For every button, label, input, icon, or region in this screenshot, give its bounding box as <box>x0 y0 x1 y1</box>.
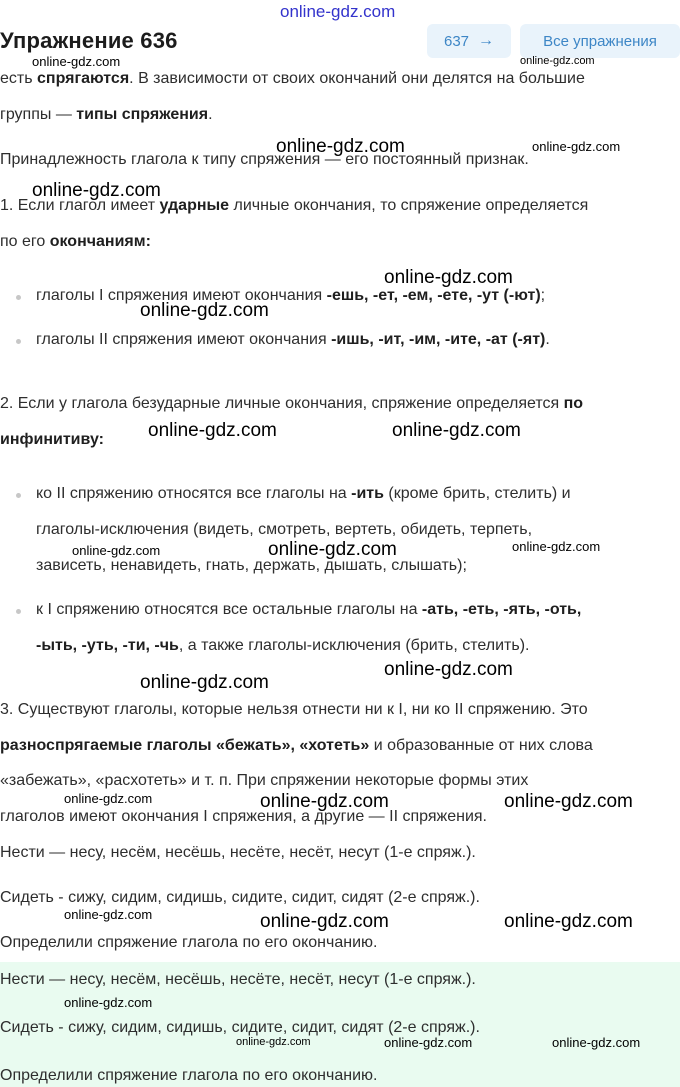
site-watermark: online-gdz.com <box>280 2 396 21</box>
text-line: разноспрягаемые глаголы «бежать», «хотеть» и образованные от них слова <box>0 737 593 754</box>
bullet-marker <box>16 493 21 498</box>
text-line: Определили спряжение глагола по его окончанию. <box>0 934 378 951</box>
site-watermark: online-gdz.com <box>384 659 513 680</box>
site-watermark: online-gdz.com <box>260 911 389 932</box>
list-item: ко II спряжению относятся все глаголы на -ить (кроме брить, стелить) и <box>36 485 571 502</box>
site-watermark: online-gdz.com <box>64 907 153 922</box>
list-item-continuation: -ыть, -уть, -ти, -чь, а также глаголы-исключения (брить, стелить). <box>36 637 530 654</box>
arrow-right-icon: → <box>478 32 495 49</box>
site-watermark: online-gdz.com <box>72 543 161 558</box>
answer-line: Сидеть - сижу, сидим, сидишь, сидите, сидит, сидят (2-е спряж.). <box>0 1019 480 1036</box>
site-watermark: online-gdz.com <box>520 55 595 67</box>
text-line: Сидеть - сижу, сидим, сидишь, сидите, сидит, сидят (2-е спряж.). <box>0 889 480 906</box>
answer-line: Определили спряжение глагола по его окончанию. <box>0 1067 378 1084</box>
site-watermark: online-gdz.com <box>532 139 621 154</box>
site-watermark: online-gdz.com <box>236 1036 311 1048</box>
text-line: «забежать», «расхотеть» и т. п. При спряжении некоторые формы этих <box>0 772 529 789</box>
site-watermark: online-gdz.com <box>384 1035 473 1050</box>
site-watermark: online-gdz.com <box>32 180 161 201</box>
site-watermark: online-gdz.com <box>32 54 121 69</box>
list-item-continuation: зависеть, ненавидеть, гнать, держать, дышать, слышать); <box>36 557 467 574</box>
list-item: к I спряжению относятся все остальные глаголы на -ать, -еть, -ять, -оть, <box>36 601 582 618</box>
site-watermark: online-gdz.com <box>504 791 633 812</box>
list-item: глаголы I спряжения имеют окончания -ешь, -ет, -ем, -ете, -ут (-ют); <box>36 287 546 304</box>
list-item: глаголы II спряжения имеют окончания -ишь, -ит, -им, -ите, -ат (-ят). <box>36 331 550 348</box>
text-line: Принадлежность глагола к типу спряжения — его постоянный признак. <box>0 151 529 168</box>
text-line: 1. Если глагол имеет ударные личные окончания, то спряжение определяется <box>0 197 589 214</box>
site-watermark: online-gdz.com <box>148 420 277 441</box>
text-line: 3. Существуют глаголы, которые нельзя отнести ни к I, ни ко II спряжению. Это <box>0 701 588 718</box>
text-line: 2. Если у глагола безударные личные окончания, спряжение определяется по <box>0 395 584 412</box>
all-exercises-button[interactable]: Все упражнения <box>520 24 680 58</box>
text-line: Нести — несу, несём, несёшь, несёте, несёт, несут (1-е спряж.). <box>0 844 476 861</box>
site-watermark: online-gdz.com <box>268 539 397 560</box>
next-exercise-button[interactable] <box>427 24 511 58</box>
site-watermark: online-gdz.com <box>512 539 601 554</box>
site-watermark: online-gdz.com <box>276 136 405 157</box>
site-watermark: online-gdz.com <box>552 1035 641 1050</box>
text-line: есть спрягаются. В зависимости от своих окончаний они делятся на большие <box>0 70 585 87</box>
site-watermark: online-gdz.com <box>504 911 633 932</box>
site-watermark: online-gdz.com <box>140 672 269 693</box>
text-line: инфинитиву: <box>0 431 104 448</box>
site-watermark: online-gdz.com <box>140 300 269 321</box>
site-watermark: online-gdz.com <box>384 267 513 288</box>
site-watermark: online-gdz.com <box>260 791 389 812</box>
text-line: по его окончаниям: <box>0 233 151 250</box>
text-line: глаголов имеют окончания I спряжения, а другие — II спряжения. <box>0 808 487 825</box>
answer-line: Нести — несу, несём, несёшь, несёте, несёт, несут (1-е спряж.). <box>0 971 476 988</box>
bullet-marker <box>16 339 21 344</box>
next-exercise-label: 637 <box>443 32 470 50</box>
site-watermark: online-gdz.com <box>392 420 521 441</box>
site-watermark: online-gdz.com <box>64 791 153 806</box>
bullet-marker <box>16 609 21 614</box>
text-line: группы — типы спряжения. <box>0 106 213 123</box>
site-watermark: online-gdz.com <box>64 995 153 1010</box>
bullet-marker <box>16 295 21 300</box>
page-title: Упражнение 636 <box>0 28 178 53</box>
list-item-continuation: глаголы-исключения (видеть, смотреть, вертеть, обидеть, терпеть, <box>36 521 533 538</box>
